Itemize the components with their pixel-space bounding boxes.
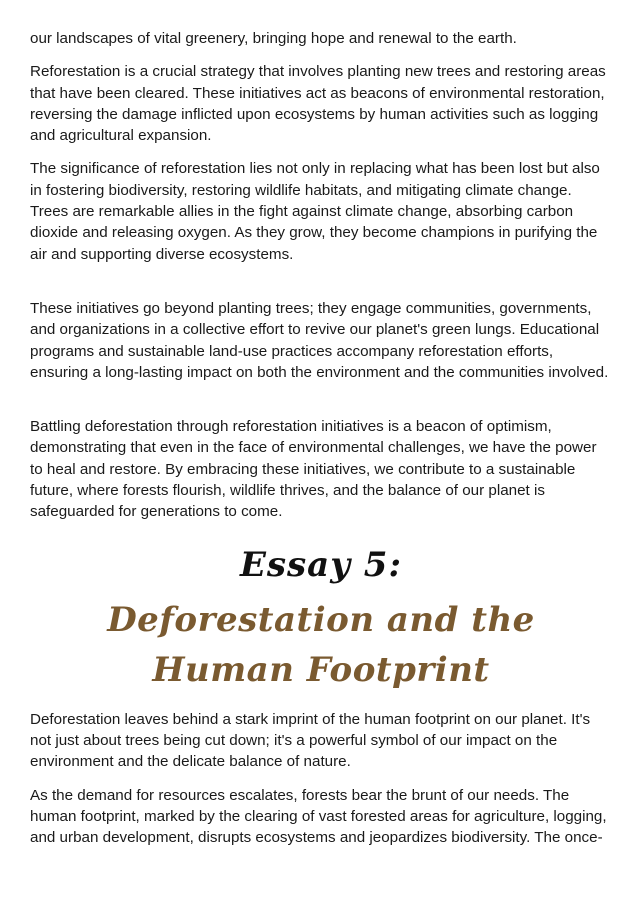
- paragraph: Deforestation leaves behind a stark imprint of the human footprint on our planet. It's not just about trees being cut down; it's a powerful symbol of our impact on the environment and the delicate balance of nature.: [30, 710, 591, 771]
- paragraph: The significance of reforestation lies not only in replacing what has been lost but also in fostering biodiversity, restoring wildlife habitats, and mitigating climate change. Trees are remarkable allies in the fight against climate change, absorbing carbon dioxide and releasing oxygen. As they grow, they become champions in purifying the air and supporting diverse ecosystems.: [30, 160, 600, 263]
- essay-number-heading: Essay 5:: [239, 544, 403, 585]
- paragraph: As the demand for resources escalates, forests bear the brunt of our needs. The human footprint, marked by the clearing of vast forested areas for agriculture, logging, and urban development, disrupts ecosystems and jeopardizes biodiversity. The once-: [30, 786, 607, 847]
- document-page: [30, 28, 612, 860]
- paragraph: our landscapes of vital greenery, bringing hope and renewal to the earth.: [30, 30, 517, 47]
- essay-title-heading: Deforestation and the Human Footprint: [107, 599, 535, 690]
- paragraph: Battling deforestation through reforestation initiatives is a beacon of optimism, demonstrating that even in the face of environmental challenges, we have the power to heal and restore. By embracing these initiatives, we contribute to a sustainable future, where forests flourish, wildlife thrives, and the balance of our planet is safeguarded for generations to come.: [30, 418, 597, 521]
- paragraph: Reforestation is a crucial strategy that involves planting new trees and restoring areas that have been cleared. These initiatives act as beacons of environmental restoration, reversing the damage inflicted upon ecosystems by human activities such as logging and agricultural expansion.: [30, 63, 606, 145]
- paragraph: These initiatives go beyond planting trees; they engage communities, governments, and organizations in a collective effort to revive our planet's green lungs. Educational programs and sustainable land-use practices accompany reforestation efforts, ensuring a long-lasting impact on both the environment and the communities involved.: [30, 299, 609, 381]
